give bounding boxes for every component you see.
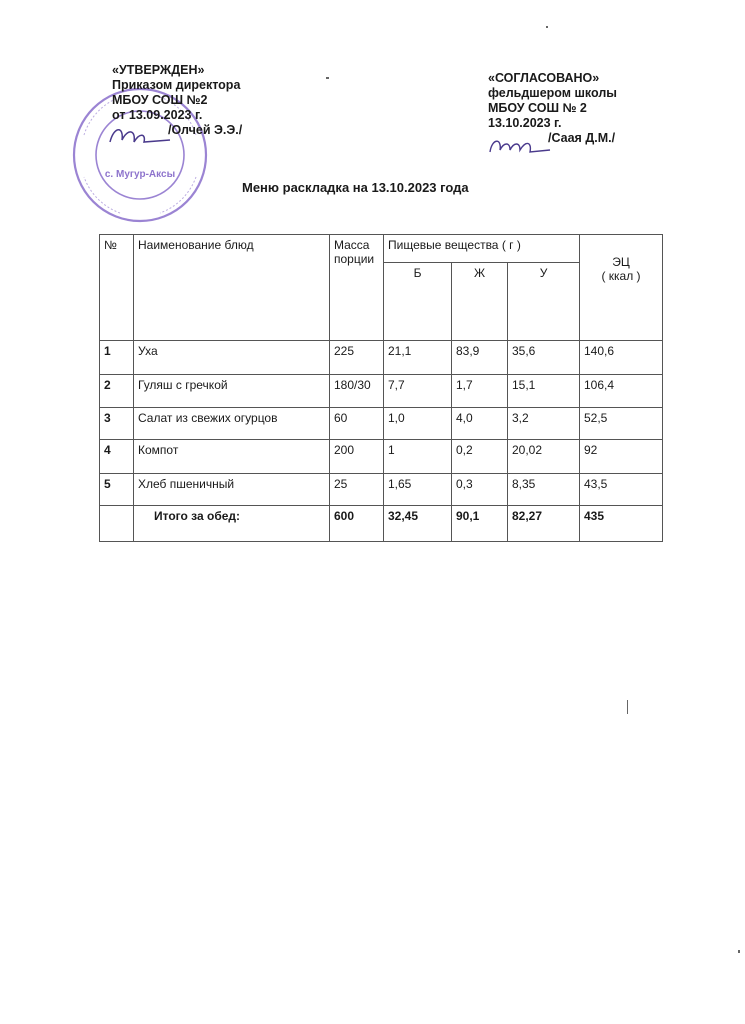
menu-table [99, 234, 663, 542]
table-row [100, 408, 663, 440]
row-zh: 1,7 [452, 375, 508, 408]
approved-label: «УТВЕРЖДЕН» [112, 63, 205, 77]
header-mass-line1: Масса [334, 238, 370, 252]
row-mass: 60 [330, 408, 384, 440]
total-energy: 435 [580, 506, 663, 542]
agreed-line1: фельдшером школы [488, 86, 617, 100]
table-row [100, 474, 663, 506]
row-num: 5 [100, 474, 134, 506]
row-u: 8,35 [508, 474, 580, 506]
total-b: 32,45 [384, 506, 452, 542]
row-mass: 200 [330, 440, 384, 474]
row-energy: 92 [580, 440, 663, 474]
total-zh: 90,1 [452, 506, 508, 542]
scan-mark [326, 77, 329, 79]
table-row [100, 341, 663, 375]
row-energy: 43,5 [580, 474, 663, 506]
header-name: Наименование блюд [134, 235, 330, 341]
page-title: Меню раскладка на 13.10.2023 года [242, 180, 469, 195]
total-mass: 600 [330, 506, 384, 542]
agreed-label: «СОГЛАСОВАНО» [488, 71, 600, 85]
row-u: 20,02 [508, 440, 580, 474]
row-b: 7,7 [384, 375, 452, 408]
stamp-text: с. Мугур-Аксы [104, 169, 176, 180]
header-zh: Ж [452, 263, 508, 341]
row-b: 1 [384, 440, 452, 474]
row-num: 3 [100, 408, 134, 440]
approved-signature-name: /Олчей Э.Э./ [168, 123, 243, 137]
table-row [100, 440, 663, 474]
row-num: 1 [100, 341, 134, 375]
total-label: Итого за обед: [134, 506, 330, 542]
approved-line1: Приказом директора [112, 78, 241, 92]
scan-mark [546, 26, 548, 28]
row-u: 15,1 [508, 375, 580, 408]
row-energy: 140,6 [580, 341, 663, 375]
row-b: 21,1 [384, 341, 452, 375]
row-name: Компот [134, 440, 330, 474]
header-energy-line2: ( ккал ) [601, 269, 641, 283]
total-row [100, 506, 663, 542]
agreed-signature-name: /Саая Д.М./ [548, 131, 616, 145]
scan-mark [738, 950, 740, 953]
row-zh: 4,0 [452, 408, 508, 440]
row-energy: 52,5 [580, 408, 663, 440]
total-num [100, 506, 134, 542]
approved-line2: МБОУ СОШ №2 [112, 93, 208, 107]
row-mass: 180/30 [330, 375, 384, 408]
row-zh: 0,2 [452, 440, 508, 474]
table-row [100, 375, 663, 408]
signature-medic [486, 134, 552, 160]
row-u: 35,6 [508, 341, 580, 375]
header-num: № [100, 235, 134, 341]
row-num: 4 [100, 440, 134, 474]
header-energy [580, 235, 663, 341]
row-b: 1,0 [384, 408, 452, 440]
row-mass: 25 [330, 474, 384, 506]
agreed-line3: 13.10.2023 г. [488, 116, 562, 130]
row-name: Уха [134, 341, 330, 375]
agreed-line2: МБОУ СОШ № 2 [488, 101, 587, 115]
row-name: Хлеб пшеничный [134, 474, 330, 506]
scan-mark [627, 700, 628, 714]
row-name: Гуляш с гречкой [134, 375, 330, 408]
row-name: Салат из свежих огурцов [134, 408, 330, 440]
row-zh: 0,3 [452, 474, 508, 506]
header-energy-line1: ЭЦ [612, 255, 630, 269]
approved-line3: от 13.09.2023 г. [112, 108, 203, 122]
header-row [100, 235, 663, 263]
row-b: 1,65 [384, 474, 452, 506]
header-mass-line2: порции [334, 252, 375, 266]
row-u: 3,2 [508, 408, 580, 440]
row-zh: 83,9 [452, 341, 508, 375]
header-mass [330, 235, 384, 341]
signature-director [106, 120, 176, 150]
header-nutrients: Пищевые вещества ( г ) [384, 235, 580, 263]
row-mass: 225 [330, 341, 384, 375]
row-num: 2 [100, 375, 134, 408]
header-b: Б [384, 263, 452, 341]
total-u: 82,27 [508, 506, 580, 542]
row-energy: 106,4 [580, 375, 663, 408]
header-u: У [508, 263, 580, 341]
